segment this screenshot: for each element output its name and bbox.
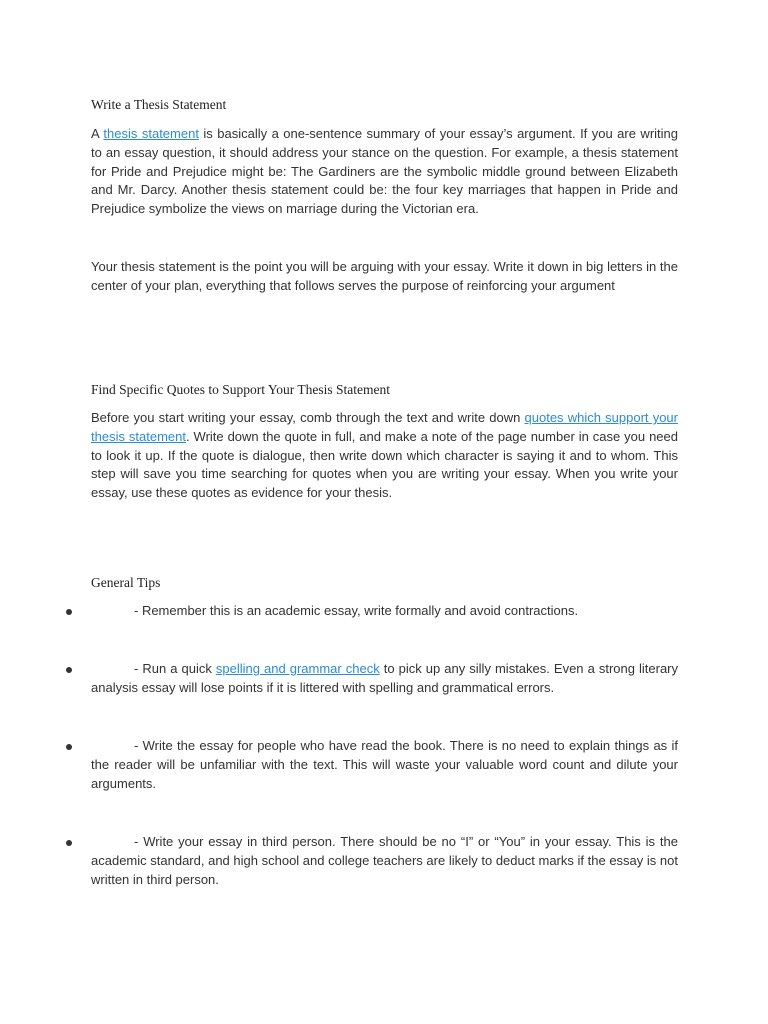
bullet-icon xyxy=(66,609,72,615)
section-heading-thesis: Write a Thesis Statement xyxy=(91,97,227,112)
bullet-icon xyxy=(66,667,72,673)
thesis-plan-paragraph: Your thesis statement is the point you will be arguing with your essay. Write it down in big letters in the center of your plan, everything that follows serves the purpose of reinforcing your argument xyxy=(91,259,678,293)
section-heading-quotes: Find Specific Quotes to Support Your Thesis Statement xyxy=(91,382,390,397)
quotes-paragraph-body: . Write down the quote in full, and make a note of the page number in case you need to look it up. If the quote is dialogue, then write down which character is saying it and to whom. This step will save you time searching for quotes when you are writing your essay. When you write your essay, use these quotes as evidence for your thesis. xyxy=(91,428,678,501)
quotes-paragraph-prefix: Before you start writing your essay, comb through the text and write down xyxy=(91,410,525,425)
tip-item-third-person xyxy=(91,833,678,889)
bullet-icon xyxy=(66,840,72,846)
tip-text: - Write your essay in third person. There should be no “I” or “You” in your essay. This is the academic standard, and high school and college teachers are likely to deduct marks if the essay is not written in third person. xyxy=(91,834,678,887)
bullet-icon xyxy=(66,744,72,750)
thesis-paragraph-prefix: A xyxy=(91,126,104,141)
tip-text-prefix: - Run a quick xyxy=(134,661,216,676)
tip-text: - Remember this is an academic essay, write formally and avoid contractions. xyxy=(134,603,579,618)
section-heading-tips: General Tips xyxy=(91,575,161,590)
spelling-grammar-check-link[interactable]: spelling and grammar check xyxy=(215,661,380,676)
thesis-paragraph-body: is basically a one-sentence summary of your essay’s argument. If you are writing to an essay question, it should address your stance on the question. For example, a thesis statement for Pride and Prejudice might be: The Gardiners are the symbolic middle ground between Elizabeth and Mr. Darcy. Another thesis statement could be: the four key marriages that happen in Pride and Prejudice symbolize the views on marriage during the Victorian era. xyxy=(91,126,678,217)
tip-item-audience xyxy=(91,737,678,793)
quotes-support-link[interactable]: quotes which support your thesis statement xyxy=(91,410,678,444)
tip-item-spelling xyxy=(91,660,678,698)
tip-item-formal xyxy=(91,602,678,621)
thesis-paragraph xyxy=(91,125,678,219)
quotes-paragraph xyxy=(91,409,678,503)
tip-text-body: to pick up any silly mistakes. Even a strong literary analysis essay will lose points if it is littered with spelling and grammatical errors. xyxy=(91,661,679,695)
thesis-statement-link[interactable]: thesis statement xyxy=(103,126,199,141)
tip-text: - Write the essay for people who have read the book. There is no need to explain things as if the reader will be unfamiliar with the text. This will waste your valuable word count and dilute your arguments. xyxy=(91,738,678,791)
